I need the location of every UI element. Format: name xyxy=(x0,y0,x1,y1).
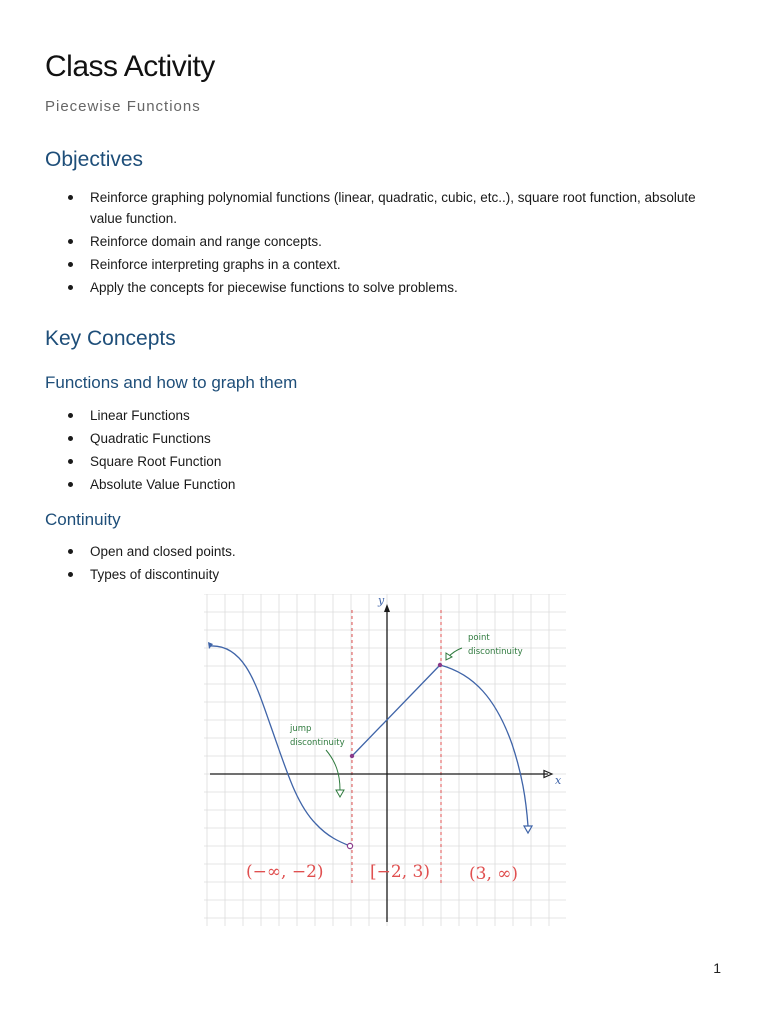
objectives-list xyxy=(45,187,715,300)
list-item: Types of discontinuity xyxy=(45,564,715,585)
x-axis-label: x xyxy=(555,774,562,787)
bullet-icon xyxy=(68,572,73,577)
point-discontinuity-dot xyxy=(438,663,442,667)
interval-label-left: (−∞, −2) xyxy=(246,862,324,882)
functions-heading: Functions and how to graph them xyxy=(45,373,298,392)
interval-label-right: (3, ∞) xyxy=(469,864,519,884)
annotation-jump-arrowhead-icon xyxy=(336,790,344,797)
list-item: Reinforce domain and range concepts. xyxy=(45,231,715,252)
page-subtitle: Piecewise Functions xyxy=(45,98,201,115)
open-point-left xyxy=(347,843,352,848)
piecewise-graph xyxy=(204,594,566,926)
bullet-icon xyxy=(68,195,73,200)
annotation-jump-line2: discontinuity xyxy=(290,738,345,748)
list-item: Open and closed points. xyxy=(45,541,715,562)
bullet-icon xyxy=(68,413,73,418)
y-axis-arrow-icon xyxy=(384,604,390,612)
bullet-icon xyxy=(68,239,73,244)
curve-middle-piece xyxy=(352,665,440,756)
bullet-icon xyxy=(68,285,73,290)
annotation-jump-line1: jump xyxy=(290,724,312,734)
bullet-icon xyxy=(68,262,73,267)
bullet-icon xyxy=(68,549,73,554)
page-number: 1 xyxy=(713,960,721,976)
continuity-list xyxy=(45,541,715,587)
page-title: Class Activity xyxy=(45,50,215,83)
objectives-heading: Objectives xyxy=(45,148,144,171)
list-item: Absolute Value Function xyxy=(45,474,715,495)
bullet-icon xyxy=(68,482,73,487)
continuity-heading: Continuity xyxy=(45,510,121,529)
interval-label-middle: [−2, 3) xyxy=(370,862,430,882)
closed-point-middle xyxy=(350,754,354,758)
list-item: Quadratic Functions xyxy=(45,428,715,449)
annotation-point-line1: point xyxy=(468,633,490,643)
annotation-point-line2: discontinuity xyxy=(468,647,523,657)
list-item: Linear Functions xyxy=(45,405,715,426)
bullet-icon xyxy=(68,459,73,464)
functions-list xyxy=(45,405,715,497)
curve-right-piece xyxy=(440,665,528,826)
piecewise-graph-figure xyxy=(204,594,566,926)
list-item: Square Root Function xyxy=(45,451,715,472)
key-concepts-heading: Key Concepts xyxy=(45,327,176,350)
list-item: Reinforce interpreting graphs in a context. xyxy=(45,254,715,275)
bullet-icon xyxy=(68,436,73,441)
y-axis-label: y xyxy=(378,594,385,607)
list-item: Apply the concepts for piecewise functions to solve problems. xyxy=(45,277,715,298)
list-item: Reinforce graphing polynomial functions (linear, quadratic, cubic, etc..), square root function, absolute value function. xyxy=(45,187,715,229)
